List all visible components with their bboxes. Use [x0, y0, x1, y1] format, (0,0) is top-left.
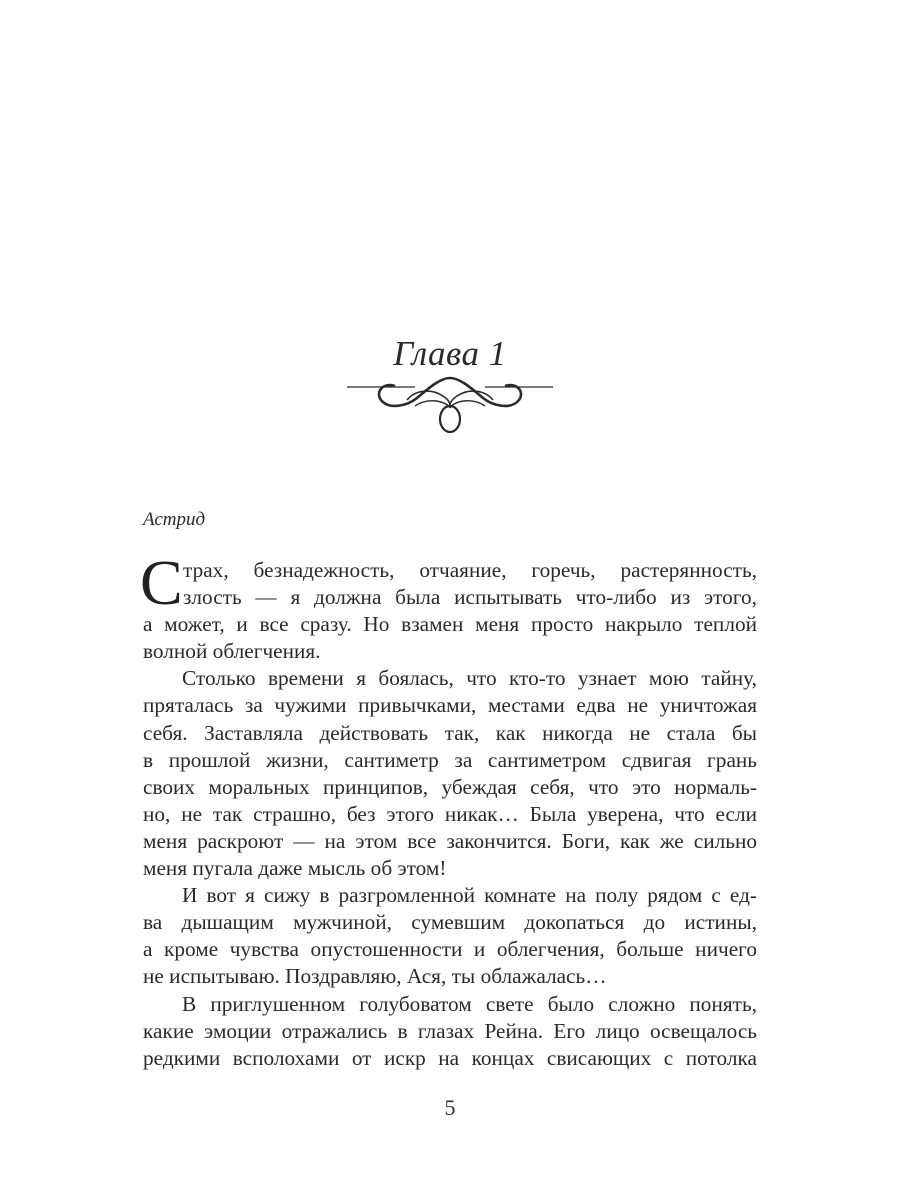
text-line: какие эмоции отражались в глазах Рейна. Его лицо освещалось — [143, 1018, 757, 1043]
text-line: И вот я сижу в разгромленной комнате на полу рядом с ед- — [182, 883, 757, 908]
text-line: своих моральных принципов, убеждая себя, что это нормаль- — [143, 774, 757, 799]
text-line: меня пугала даже мысль об этом! — [143, 856, 447, 881]
chapter-title: Глава 1 — [393, 334, 507, 373]
text-line: но, не так страшно, без этого никак… Была уверена, что если — [143, 801, 757, 826]
text-line: ва дышащим мужчиной, сумевшим докопаться до истины, — [143, 910, 757, 935]
text-line: редкими всполохами от искр на концах свисающих с потолка — [143, 1045, 757, 1070]
text-line: меня раскроют — на этом все закончится. Боги, как же сильно — [143, 828, 757, 853]
page-number: 5 — [444, 1095, 456, 1120]
text-line: а может, и все сразу. Но взамен меня просто накрыло теплой — [143, 612, 757, 637]
text-line: пряталась за чужими привычками, местами едва не уничтожая — [143, 693, 757, 718]
text-line: злость — я должна была испытывать что-либо из этого, — [183, 585, 757, 610]
text-line: себя. Заставляла действовать так, как никогда не стала бы — [143, 720, 757, 745]
text-line: В приглушенном голубоватом свете было сложно понять, — [182, 991, 757, 1016]
text-line: Столько времени я боялась, что кто-то узнает мою тайну, — [182, 666, 757, 691]
text-line: в прошлой жизни, сантиметр за сантиметром сдвигая грань — [143, 747, 757, 772]
body-text — [140, 547, 757, 1072]
narrator-name: Астрид — [143, 509, 206, 530]
text-line: не испытываю. Поздравляю, Ася, ты облажалась… — [143, 964, 607, 989]
text-line: трах, безнадежность, отчаяние, горечь, растерянность, — [183, 558, 757, 582]
text-line: а кроме чувства опустошенности и облегчения, больше ничего — [143, 937, 757, 962]
text-line: волной облегчения. — [143, 639, 321, 664]
drop-cap: С — [140, 547, 183, 618]
chapter-ornament-icon — [345, 372, 555, 436]
